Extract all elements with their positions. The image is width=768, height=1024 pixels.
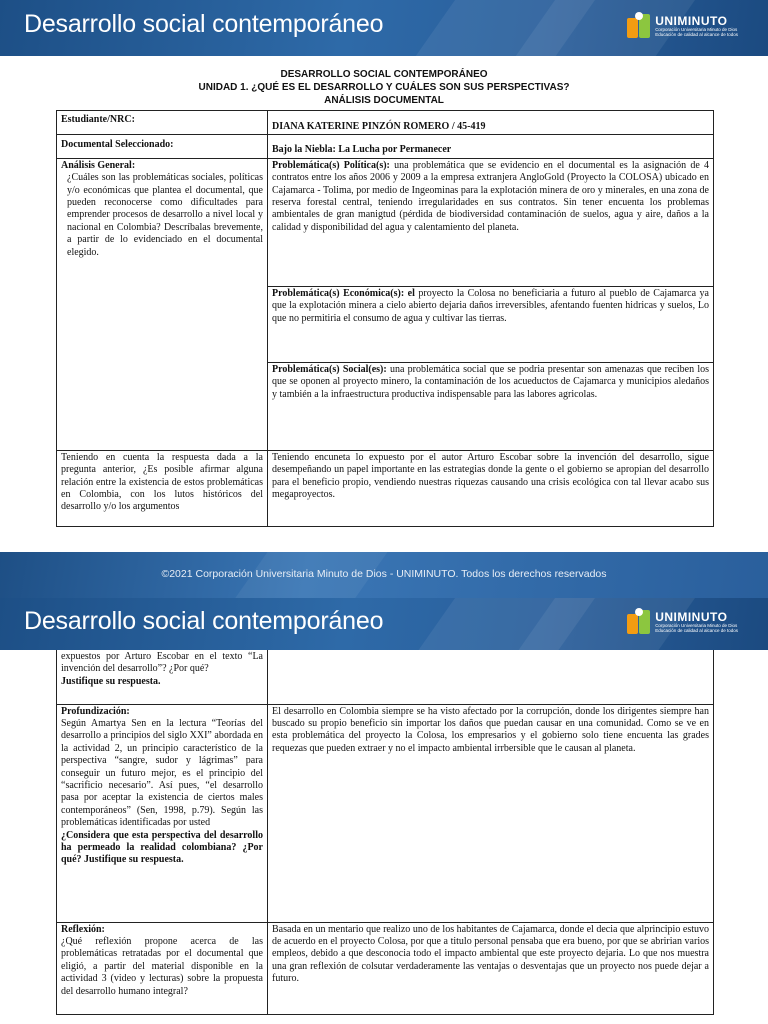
document-value: Bajo la Niebla: La Lucha por Permanecer — [268, 135, 714, 158]
top-banner — [0, 0, 768, 56]
profundizacion-text: Según Amartya Sen en la lectura “Teorías del desarrollo a principios del siglo XXI” abordada en la actividad 2, un principio característico de la perspectiva “sangre, sudor y lágrimas” para conseguir un futuro mejor, es el principio del “sacrificio necesario”. Así pues, “el desarrollo pasa por aceptar la existencia de ciertos males contemporáneos” (Sen, 1998, p.79). Según las problemáticas identificadas por usted — [61, 717, 263, 829]
analisis-general-cell — [57, 158, 268, 450]
pregunta-cell: Teniendo en cuenta la respuesta dada a la pregunta anterior, ¿Es posible afirmar alguna relación entre la existencia de estos problemáticas en Colombia, con los lutos históricos del desarrollo y/o los argumentos — [57, 450, 268, 526]
heading-line-2: UNIDAD 1. ¿QUÉ ES EL DESARROLLO Y CUÁLES SON SUS PERSPECTIVAS? — [198, 82, 570, 93]
reflexion-text: ¿Qué reflexión propone acerca de las problemáticas retratadas por el documental que eligió, a partir del material disponible en la actividad 3 (video y lecturas) sobre la propuesta del desarrollo humano integral? — [61, 935, 263, 997]
logo-sub-2: Educación de calidad al alcance de todos — [655, 32, 738, 37]
politica-text: una problemática que se evidencio en el documental es la asignación de 4 contratos entre los años 2006 y 2009 a la empresa extranjera AngloGold (Proyecto la COLOSA) ubicado en Cajamarca - Tolima, por medio de Ingeominas para la explotación minera de oro y minerales, en una zona de reserva forestal central, teniendo irregularidades en sus contratos. Sin tener encuenta los problemas ambientales de gran manigtud (pérdida de biodiversidad contaminación de suelos, agua y aire, daños a la calidad y disponibilidad del agua y calentamiento del planeta. — [272, 159, 709, 233]
continuation-text: expuestos por Arturo Escobar en el texto “La invención del desarrollo”? ¿Por qué? — [61, 651, 263, 675]
uniminuto-logo — [627, 12, 738, 40]
profundizacion-label: Profundización: — [61, 705, 130, 717]
table-row — [57, 450, 714, 526]
footer-band — [0, 552, 768, 598]
table-row — [57, 922, 714, 1014]
banner-title-2: Desarrollo social contemporáneo — [24, 607, 384, 635]
heading-line-1: DESARROLLO SOCIAL CONTEMPORÁNEO — [280, 69, 488, 80]
second-banner — [0, 598, 768, 650]
logo-sub-1-2: Corporación Universitaria Minuto de Dios — [655, 622, 738, 628]
reflexion-answer: Basada en un mentario que realizo uno de los habitantes de Cajamarca, donde el decia que alprincipio estuvo de acuerdo en el proyecto Colosa, por que a titulo personal pensaba que era bueno, por que se abririan varios empleos, debido a que desconocia todo el impacto ambiental que este proyecto dejaria. Lo que nos muestra una gran reflexión de colsutar verdaderamente las ventajas o desventajas que un proyecto nos puede dejar a futuro. — [268, 922, 714, 1014]
reflexion-cell — [57, 922, 268, 1014]
table-row — [57, 650, 714, 704]
logo-name-2: UNIMINUTO — [655, 609, 728, 624]
logo-mark-icon — [627, 12, 651, 40]
logo-name: UNIMINUTO — [655, 13, 728, 28]
profundizacion-cell — [57, 704, 268, 922]
analisis-question: ¿Cuáles son las problemáticas sociales, políticas y/o económicas que plantea el documental, que pueden reconocerse como dificultades para emprender procesos de desarrollo a nivel local y nacional en Colombia? Descríbalas brevemente, a partir de lo evidenciado en el documental elegido. — [67, 172, 263, 258]
banner-title: Desarrollo social contemporáneo — [24, 10, 384, 38]
social-cell — [268, 362, 714, 450]
analysis-table-page-1 — [56, 110, 714, 527]
social-text: una problemática social que se podria presentar son amenazas que reciben los que se oponen al proyecto minero, la contaminación de los acueductos de Cajamarca y municipios aledaños y también a la infraestructura productiva indispensable para las labores agricolas. — [272, 363, 709, 400]
analysis-table-page-2 — [56, 650, 714, 1015]
social-label: Problemática(s) Social(es): — [272, 363, 387, 375]
politica-cell — [268, 158, 714, 286]
reflexion-label: Reflexión: — [61, 923, 105, 935]
table-row — [57, 111, 714, 135]
profundizacion-bold: ¿Considera que esta perspectiva del desarrollo ha permeado la realidad colombiana? ¿Por qué? Justifique su respuesta. — [61, 829, 263, 866]
heading-line-3: ANÁLISIS DOCUMENTAL — [324, 95, 444, 106]
document-label: Documental Seleccionado: — [57, 135, 268, 158]
continuation-cell — [57, 650, 268, 704]
student-label: Estudiante/NRC: — [57, 111, 268, 135]
table-row — [57, 158, 714, 286]
table-row — [57, 135, 714, 158]
economica-cell — [268, 286, 714, 362]
uniminuto-logo-2 — [627, 608, 738, 636]
logo-mark-icon — [627, 608, 651, 636]
logo-sub-2-2: Educación de calidad al alcance de todos — [655, 628, 738, 633]
document-heading — [0, 68, 768, 107]
continuation-bold: Justifique su respuesta. — [61, 675, 161, 687]
profundizacion-answer: El desarrollo en Colombia siempre se ha visto afectado por la corrupción, donde los dirigentes siempre han buscado su propio beneficio sin importar los daños que puedan causar en una comunidad. Como se ve en esta problemática del proyecto la Colosa, los empresarios y el gobierno solo tiene encuenta las grades requezas que pueden extraer y no el impacto ambiental irrbersible que le causan al planeta. — [268, 704, 714, 922]
politica-label: Problemática(s) Política(s): — [272, 159, 390, 171]
economica-label: Problemática(s) Económica(s): el — [272, 287, 415, 299]
copyright-text: ©2021 Corporación Universitaria Minuto de Dios - UNIMINUTO. Todos los derechos reservados — [161, 568, 607, 580]
continuation-answer — [268, 650, 714, 704]
student-value: DIANA KATERINE PINZÓN ROMERO / 45-419 — [268, 111, 714, 135]
table-row — [57, 704, 714, 922]
pregunta-answer: Teniendo encuneta lo expuesto por el autor Arturo Escobar sobre la invención del desarrollo, sigue desempeñando un papel importante en las estrategias donde la gente o el gobierno se apropian del desarrollo para el beneficio propio, vendiendo nuestras riquezas causando una crisis ecológica con tal llevar acabo sus megaproyectos. — [268, 450, 714, 526]
logo-sub-1: Corporación Universitaria Minuto de Dios — [655, 26, 738, 32]
economica-text: proyecto la Colosa no beneficiaria a futuro al pueblo de Cajamarca ya que la explotación minera a cielo abierto dejaria daños irreversibles, afentando fuenten hidricas y suelos, Lo que no permitiria el consumo de agua y cultivar las tierras. — [272, 287, 709, 324]
analisis-label: Análisis General: — [61, 159, 136, 171]
